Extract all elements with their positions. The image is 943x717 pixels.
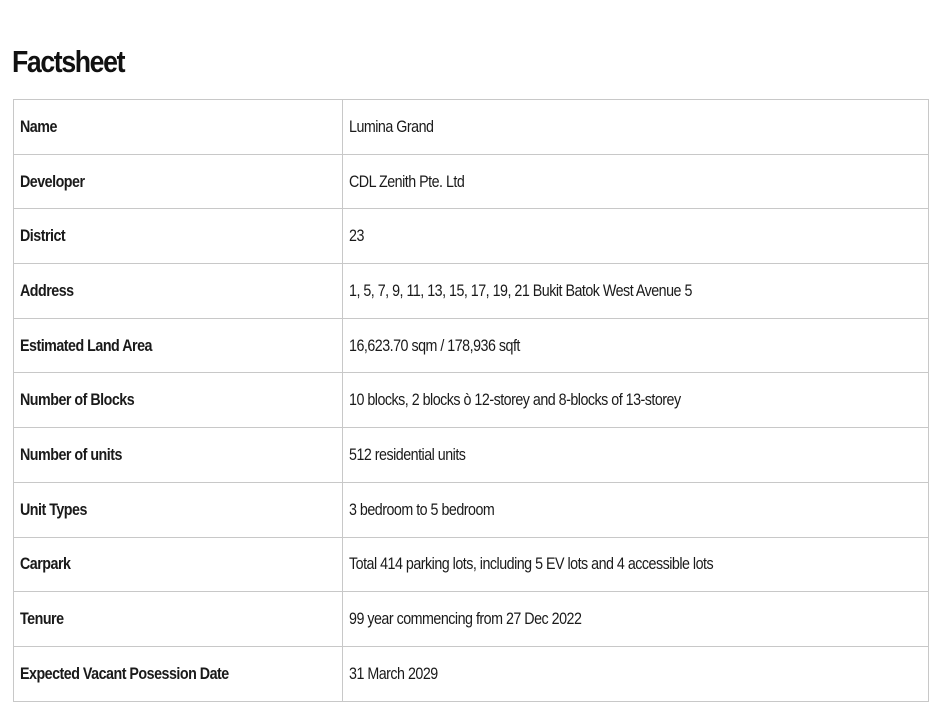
row-label xyxy=(14,318,343,373)
row-value xyxy=(343,537,929,592)
row-value-text: 10 blocks, 2 blocks ò 12-storey and 8-blocks of 13-storey xyxy=(349,390,681,410)
row-value xyxy=(343,209,929,264)
row-label xyxy=(14,264,343,319)
table-row xyxy=(14,154,929,209)
row-value xyxy=(343,154,929,209)
row-label-text: Tenure xyxy=(20,609,64,629)
row-value-text: 16,623.70 sqm / 178,936 sqft xyxy=(349,335,520,355)
row-label xyxy=(14,100,343,155)
row-value-text: 512 residential units xyxy=(349,444,466,464)
row-value xyxy=(343,482,929,537)
table-row xyxy=(14,428,929,483)
row-value xyxy=(343,646,929,701)
row-value-text: 1, 5, 7, 9, 11, 13, 15, 17, 19, 21 Bukit Batok West Avenue 5 xyxy=(349,280,692,300)
table-row xyxy=(14,100,929,155)
row-label-text: Number of units xyxy=(20,444,122,464)
row-label-text: Unit Types xyxy=(20,499,87,519)
row-value xyxy=(343,373,929,428)
row-label xyxy=(14,428,343,483)
table-row xyxy=(14,537,929,592)
row-label xyxy=(14,537,343,592)
row-value-text: Total 414 parking lots, including 5 EV lots and 4 accessible lots xyxy=(349,554,714,574)
page-title: Factsheet xyxy=(12,44,125,79)
row-value xyxy=(343,264,929,319)
row-value-text: 3 bedroom to 5 bedroom xyxy=(349,499,495,519)
row-label-text: Name xyxy=(20,116,57,136)
row-value xyxy=(343,592,929,647)
table-row xyxy=(14,482,929,537)
row-value-text: 31 March 2029 xyxy=(349,663,438,683)
row-value-text: Lumina Grand xyxy=(349,116,434,136)
row-label xyxy=(14,482,343,537)
row-label xyxy=(14,154,343,209)
table-row xyxy=(14,209,929,264)
row-value xyxy=(343,428,929,483)
row-label-text: District xyxy=(20,226,66,246)
row-value xyxy=(343,100,929,155)
row-label xyxy=(14,373,343,428)
row-label-text: Developer xyxy=(20,171,85,191)
row-value-text: CDL Zenith Pte. Ltd xyxy=(349,171,465,191)
table-row xyxy=(14,592,929,647)
row-label xyxy=(14,646,343,701)
row-value xyxy=(343,318,929,373)
row-label-text: Address xyxy=(20,280,74,300)
row-label-text: Carpark xyxy=(20,554,71,574)
row-label-text: Expected Vacant Posession Date xyxy=(20,663,229,683)
table-row xyxy=(14,646,929,701)
table-row xyxy=(14,318,929,373)
row-label xyxy=(14,209,343,264)
row-label-text: Number of Blocks xyxy=(20,390,135,410)
row-value-text: 23 xyxy=(349,226,364,246)
table-row xyxy=(14,373,929,428)
row-label xyxy=(14,592,343,647)
table-row xyxy=(14,264,929,319)
row-label-text: Estimated Land Area xyxy=(20,335,152,355)
factsheet-table xyxy=(13,99,929,702)
row-value-text: 99 year commencing from 27 Dec 2022 xyxy=(349,609,582,629)
